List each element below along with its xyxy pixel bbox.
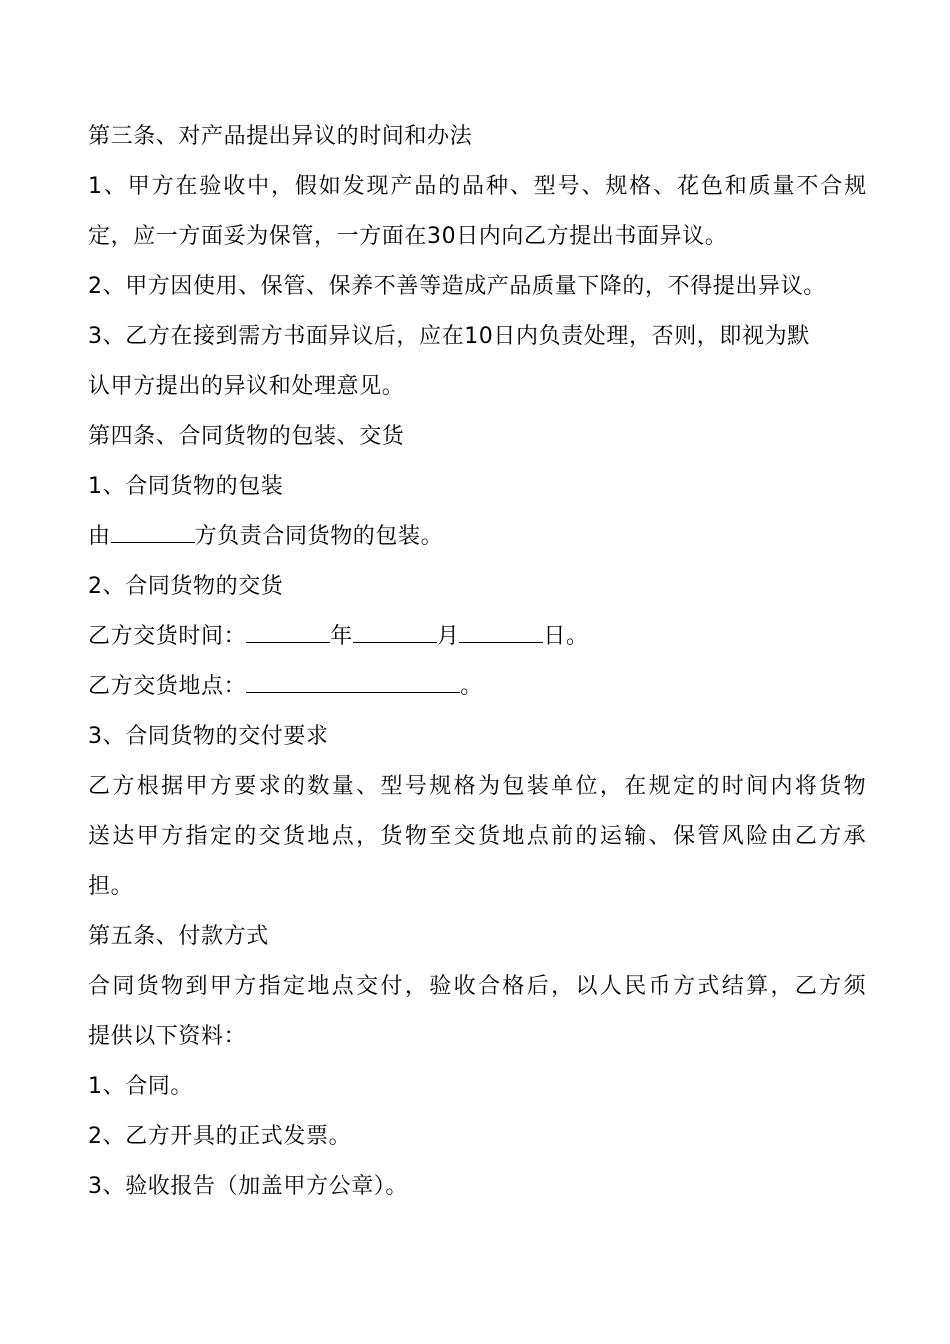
delivery-day-blank[interactable] [459,620,543,643]
delivery-time-line [88,612,868,662]
delivery-requirement-line-2 [88,812,868,862]
article-3-clause-3-line-1: 3、乙方在接到需方书面异议后，应在10日内负责处理，否则，即视为默 [88,324,810,349]
payment-item-1: 1、合同。 [88,1074,193,1099]
article-3-clause-1-line-1 [88,162,868,212]
article-3-heading: 第三条、对产品提出异议的时间和办法 [88,124,473,149]
article-4-item-2-heading: 2、合同货物的交货 [88,574,284,599]
day-label: 日。 [543,624,589,649]
article-4-heading: 第四条、合同货物的包装、交货 [88,424,405,449]
text-line: 合同货物到甲方指定地点交付，验收合格后，以人民币方式结算，乙方须 [88,974,869,999]
year-label: 年 [330,624,353,649]
packing-suffix: 方负责合同货物的包装。 [194,524,444,549]
delivery-place-label: 乙方交货地点： [88,674,247,699]
text-line: 送达甲方指定的交货地点，货物至交货地点前的运输、保管风险由乙方承 [88,824,869,849]
delivery-requirement-line-3: 担。 [88,874,134,899]
delivery-place-suffix: 。 [460,674,483,699]
delivery-month-blank[interactable] [353,620,437,643]
delivery-place-line [88,662,868,712]
packing-responsibility-line [88,512,868,562]
article-3-clause-1-line-2: 定，应一方面妥为保管，一方面在30日内向乙方提出书面异议。 [88,224,728,249]
payment-item-3: 3、验收报告（加盖甲方公章）。 [88,1174,408,1199]
packing-prefix: 由 [88,524,111,549]
payment-item-2: 2、乙方开具的正式发票。 [88,1124,352,1149]
delivery-requirement-line-1 [88,762,868,812]
delivery-time-label: 乙方交货时间： [88,624,247,649]
article-4-item-1-heading: 1、合同货物的包装 [88,474,284,499]
payment-line-1 [88,962,868,1012]
article-4-item-3-heading: 3、合同货物的交付要求 [88,724,329,749]
article-3-clause-2: 2、甲方因使用、保管、保养不善等造成产品质量下降的，不得提出异议。 [88,274,826,299]
article-5-heading: 第五条、付款方式 [88,924,269,949]
delivery-place-blank[interactable] [246,670,460,693]
text-line: 1、甲方在验收中，假如发现产品的品种、型号、规格、花色和质量不合规 [88,174,868,199]
document-page [88,112,868,1212]
packing-party-blank[interactable] [111,520,195,543]
article-3-clause-3-line-2: 认甲方提出的异议和处理意见。 [88,374,405,399]
payment-line-2: 提供以下资料： [88,1024,247,1049]
month-label: 月 [436,624,460,649]
delivery-year-blank[interactable] [246,620,330,643]
text-line: 乙方根据甲方要求的数量、型号规格为包装单位，在规定的时间内将货物 [88,774,869,799]
